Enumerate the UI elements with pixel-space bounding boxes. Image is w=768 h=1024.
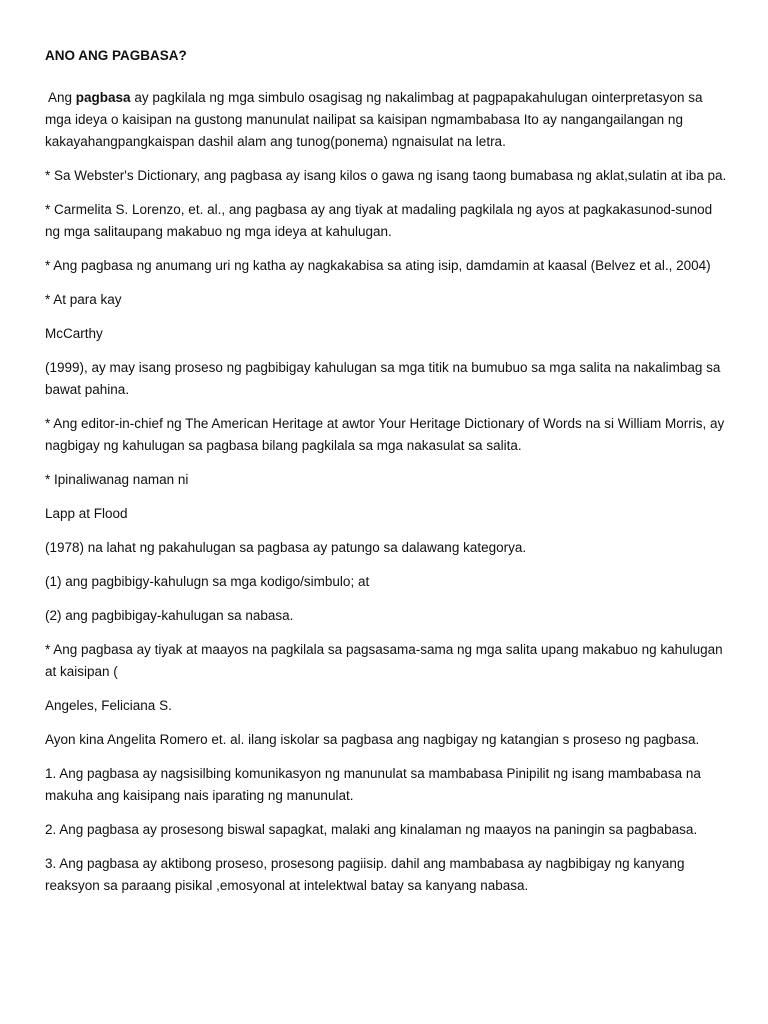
paragraph-lorenzo: * Carmelita S. Lorenzo, et. al., ang pagbasa ay ang tiyak at madaling pagkilala ng ayos at pagkakasunod-sunod ng mga salitaupang makabuo ng mga ideya at kahulugan. <box>45 202 713 239</box>
paragraph-lapp-flood-def: (1978) na lahat ng pakahulugan sa pagbasa ay patungo sa dalawang kategorya. <box>45 540 527 555</box>
paragraph-tiyak: * Ang pagbasa ay tiyak at maayos na pagkilala sa pagsasama-sama ng mga salita upang makabuo ng kahulugan at kaisipan ( <box>45 642 723 679</box>
intro-prefix: Ang <box>48 90 76 105</box>
paragraph-category-1: (1) ang pagbibigy-kahulugn sa mga kodigo/simbulo; at <box>45 574 370 589</box>
paragraph-ipinaliwanag: * Ipinaliwanag naman ni <box>45 472 189 487</box>
paragraph-mccarthy-def: (1999), ay may isang proseso ng pagbibigay kahulugan sa mga titik na bumubuo sa mga salita na nakalimbag sa bawat pahina. <box>45 360 721 397</box>
paragraph-para-kay: * At para kay <box>45 292 122 307</box>
paragraph-belvez: * Ang pagbasa ng anumang uri ng katha ay nagkakabisa sa ating isip, damdamin at kaasal (Belvez et al., 2004) <box>45 258 711 273</box>
intro-keyword: pagbasa <box>75 90 131 105</box>
paragraph-mccarthy-name: McCarthy <box>45 326 103 341</box>
paragraph-morris: * Ang editor-in-chief ng The American Heritage at awtor Your Heritage Dictionary of Words na si William Morris, ay nagbigay ng kahulugan sa pagbasa bilang pagkilala sa mga nakasulat sa salita. <box>45 416 725 453</box>
list-item-2: 2. Ang pagbasa ay prosesong biswal sapagkat, malaki ang kinalaman ng maayos na paningin sa pagbabasa. <box>45 822 698 837</box>
paragraph-category-2: (2) ang pagbibigay-kahulugan sa nabasa. <box>45 608 294 623</box>
intro-rest: ay pagkilala ng mga simbulo osagisag ng nakalimbag at pagpapakahulugan ointerpretasyon sa mga ideya o kaisipan na gustong manunulat nailipat sa kaisipan ngmambabasa Ito ay nangangailangan ng kakayahangpangkaispan dashil alam ang tunog(ponema) ngnaisulat na letra. <box>45 90 703 149</box>
list-item-3: 3. Ang pagbasa ay aktibong proseso, prosesong pagiisip. dahil ang mambabasa ay nagbibigay ng kanyang reaksyon sa paraang pisikal ,emosyonal at intelektwal batay sa kanyang nabasa. <box>45 856 685 893</box>
paragraph-webster: * Sa Webster's Dictionary, ang pagbasa ay isang kilos o gawa ng isang taong bumabasa ng aklat,sulatin at iba pa. <box>45 168 727 183</box>
list-item-1: 1. Ang pagbasa ay nagsisilbing komunikasyon ng manunulat sa mambabasa Pinipilit ng isang mambabasa na makuha ang kaisipang nais iparating ng manunulat. <box>45 766 701 803</box>
paragraph-angeles: Angeles, Feliciana S. <box>45 698 172 713</box>
paragraph-lapp-flood-name: Lapp at Flood <box>45 506 128 521</box>
intro-paragraph <box>45 87 728 153</box>
document-title: ANO ANG PAGBASA? <box>45 48 187 63</box>
paragraph-romero: Ayon kina Angelita Romero et. al. ilang iskolar sa pagbasa ang nagbigay ng katangian s proseso ng pagbasa. <box>45 732 700 747</box>
